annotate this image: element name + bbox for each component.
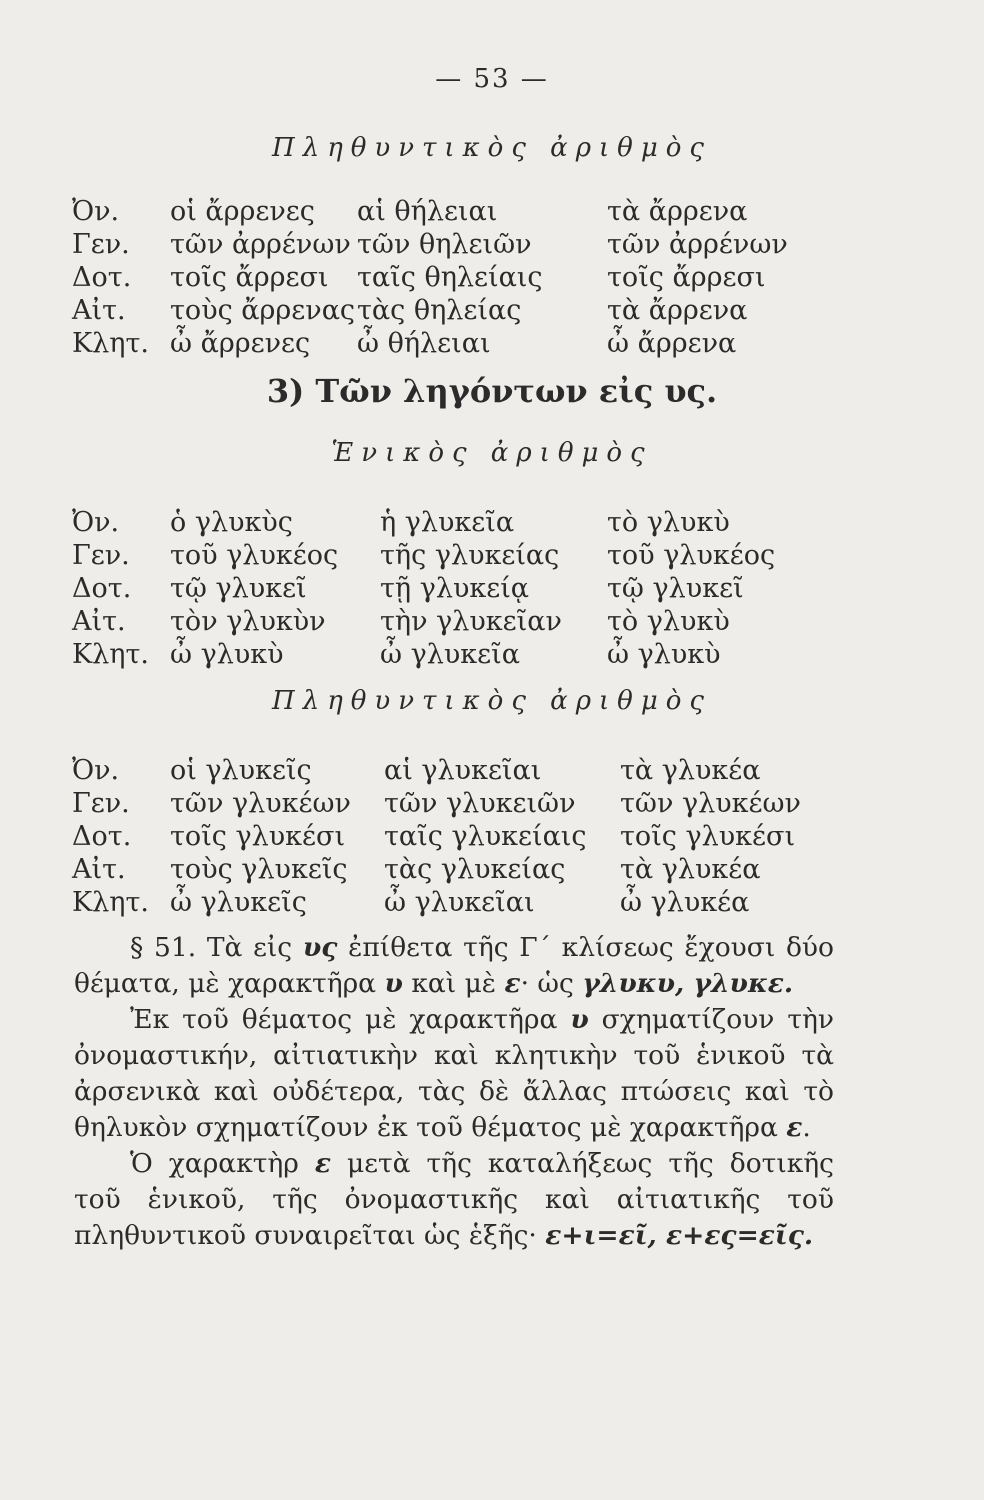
feminine-form: τὰς γλυκείας bbox=[384, 854, 566, 885]
feminine-form: ὦ θήλειαι bbox=[357, 328, 491, 359]
paragraph-stems bbox=[74, 1002, 834, 1146]
text-run: Ὁ χαρακτὴρ bbox=[130, 1148, 315, 1179]
case-label: Γεν. bbox=[72, 788, 130, 819]
text-run: · ὡς bbox=[520, 968, 583, 999]
plural-title-1: Πληθυντικὸς ἀριθμὸς bbox=[272, 133, 712, 163]
emphasis: υ bbox=[570, 1004, 589, 1035]
masculine-form: τὸν γλυκὺν bbox=[170, 606, 326, 637]
masculine-form: τοῖς ἄρρεσι bbox=[170, 262, 329, 293]
case-label: Γεν. bbox=[72, 540, 130, 571]
neuter-form: ὦ ἄρρενα bbox=[607, 328, 737, 359]
case-label: Αἰτ. bbox=[72, 854, 126, 885]
text-run: καὶ μὲ bbox=[402, 968, 505, 999]
feminine-form: τὰς θηλείας bbox=[357, 295, 522, 326]
case-label: Ὀν. bbox=[72, 755, 120, 786]
body-text bbox=[74, 930, 834, 1254]
feminine-form: ταῖς θηλείαις bbox=[357, 262, 543, 293]
feminine-form: αἱ θήλειαι bbox=[357, 196, 498, 227]
feminine-form: τὴν γλυκεῖαν bbox=[380, 606, 562, 637]
masculine-form: οἱ γλυκεῖς bbox=[170, 755, 312, 786]
emphasis: ε bbox=[314, 1148, 332, 1179]
masculine-form: τῶν γλυκέων bbox=[170, 788, 351, 819]
emphasis: ε bbox=[786, 1112, 803, 1143]
masculine-form: ὦ γλυκὺ bbox=[170, 639, 284, 670]
case-label: Αἰτ. bbox=[72, 606, 126, 637]
case-label: Δοτ. bbox=[72, 262, 132, 293]
emphasis: ε+ι=εῖ, ε+ες=εῖς. bbox=[545, 1220, 814, 1251]
neuter-form: τὰ ἄρρενα bbox=[607, 196, 748, 227]
neuter-form: τοῖς γλυκέσι bbox=[620, 821, 796, 852]
case-label: Ὀν. bbox=[72, 507, 120, 538]
feminine-form: ὦ γλυκεῖαι bbox=[384, 887, 535, 918]
neuter-form: τὰ γλυκέα bbox=[620, 755, 761, 786]
masculine-form: ὦ ἄρρενες bbox=[170, 328, 311, 359]
feminine-form: τῶν γλυκειῶν bbox=[384, 788, 576, 819]
case-label: Κλητ. bbox=[72, 887, 149, 918]
emphasis: υς bbox=[302, 932, 338, 963]
text-run: § 51. Τὰ εἰς bbox=[130, 932, 303, 963]
feminine-form: τῇ γλυκείᾳ bbox=[380, 573, 530, 604]
case-label: Ὀν. bbox=[72, 196, 120, 227]
text-run: μετὰ τῆς καταλήξεως τῆς δοτικῆς τοῦ ἑνικοῦ, τῆς ὀνομαστικῆς καὶ αἰτιατικῆς τοῦ πληθυντικοῦ συναιρεῖται ὡς ἑξῆς· bbox=[74, 1148, 834, 1251]
emphasis: γλυκυ, γλυκε. bbox=[582, 968, 794, 999]
neuter-form: τὸ γλυκὺ bbox=[607, 507, 730, 538]
case-label: Αἰτ. bbox=[72, 295, 126, 326]
plural-title-2: Πληθυντικὸς ἀριθμὸς bbox=[272, 686, 712, 716]
neuter-form: τοῦ γλυκέος bbox=[607, 540, 776, 571]
section-heading: 3) Τῶν ληγόντων εἰς υς. bbox=[266, 372, 718, 410]
neuter-form: τὰ γλυκέα bbox=[620, 854, 761, 885]
masculine-form: τοὺς γλυκεῖς bbox=[170, 854, 348, 885]
masculine-form: ὁ γλυκὺς bbox=[170, 507, 293, 538]
case-label: Κλητ. bbox=[72, 639, 149, 670]
emphasis: υ bbox=[384, 968, 403, 999]
feminine-form: ὦ γλυκεῖα bbox=[380, 639, 520, 670]
page-number: — 53 — bbox=[435, 64, 549, 94]
masculine-form: τοῦ γλυκέος bbox=[170, 540, 339, 571]
feminine-form: τῆς γλυκείας bbox=[380, 540, 560, 571]
singular-title: Ἑνικὸς ἀριθμὸς bbox=[331, 438, 653, 468]
neuter-form: τοῖς ἄρρεσι bbox=[607, 262, 766, 293]
case-label: Γεν. bbox=[72, 229, 130, 260]
masculine-form: τοὺς ἄρρενας bbox=[170, 295, 356, 326]
feminine-form: αἱ γλυκεῖαι bbox=[384, 755, 542, 786]
masculine-form: ὦ γλυκεῖς bbox=[170, 887, 307, 918]
neuter-form: τῶν ἀρρένων bbox=[607, 229, 788, 260]
neuter-form: τὰ ἄρρενα bbox=[607, 295, 748, 326]
paragraph-51 bbox=[74, 930, 834, 1002]
feminine-form: ἡ γλυκεῖα bbox=[380, 507, 515, 538]
neuter-form: τῶν γλυκέων bbox=[620, 788, 801, 819]
masculine-form: τοῖς γλυκέσι bbox=[170, 821, 346, 852]
neuter-form: τῷ γλυκεῖ bbox=[607, 573, 744, 604]
neuter-form: ὦ γλυκέα bbox=[620, 887, 750, 918]
case-label: Κλητ. bbox=[72, 328, 149, 359]
masculine-form: τῷ γλυκεῖ bbox=[170, 573, 307, 604]
text-run: ἐπίθετα τῆς Γ΄ κλίσεως ἔχουσι δύο θέματα, μὲ χαρακτῆρα bbox=[74, 932, 834, 999]
neuter-form: ὦ γλυκὺ bbox=[607, 639, 721, 670]
feminine-form: τῶν θηλειῶν bbox=[357, 229, 532, 260]
emphasis: ε bbox=[504, 968, 521, 999]
case-label: Δοτ. bbox=[72, 821, 132, 852]
text-run: . bbox=[802, 1112, 811, 1143]
neuter-form: τὸ γλυκὺ bbox=[607, 606, 730, 637]
masculine-form: οἱ ἄρρενες bbox=[170, 196, 315, 227]
paragraph-contraction bbox=[74, 1146, 834, 1254]
case-label: Δοτ. bbox=[72, 573, 132, 604]
text-run: σχηματίζουν τὴν ὀνομαστικήν, αἰτιατικὴν καὶ κλητικὴν τοῦ ἑνικοῦ τὰ ἀρσενικὰ καὶ οὐδέτερα, τὰς δὲ ἄλλας πτώσεις καὶ τὸ θηλυκὸν σχηματίζουν ἐκ τοῦ θέματος μὲ χαρακτῆρα bbox=[74, 1004, 834, 1143]
text-run: Ἐκ τοῦ θέματος μὲ χαρακτῆρα bbox=[130, 1004, 571, 1035]
feminine-form: ταῖς γλυκείαις bbox=[384, 821, 587, 852]
masculine-form: τῶν ἀρρένων bbox=[170, 229, 351, 260]
